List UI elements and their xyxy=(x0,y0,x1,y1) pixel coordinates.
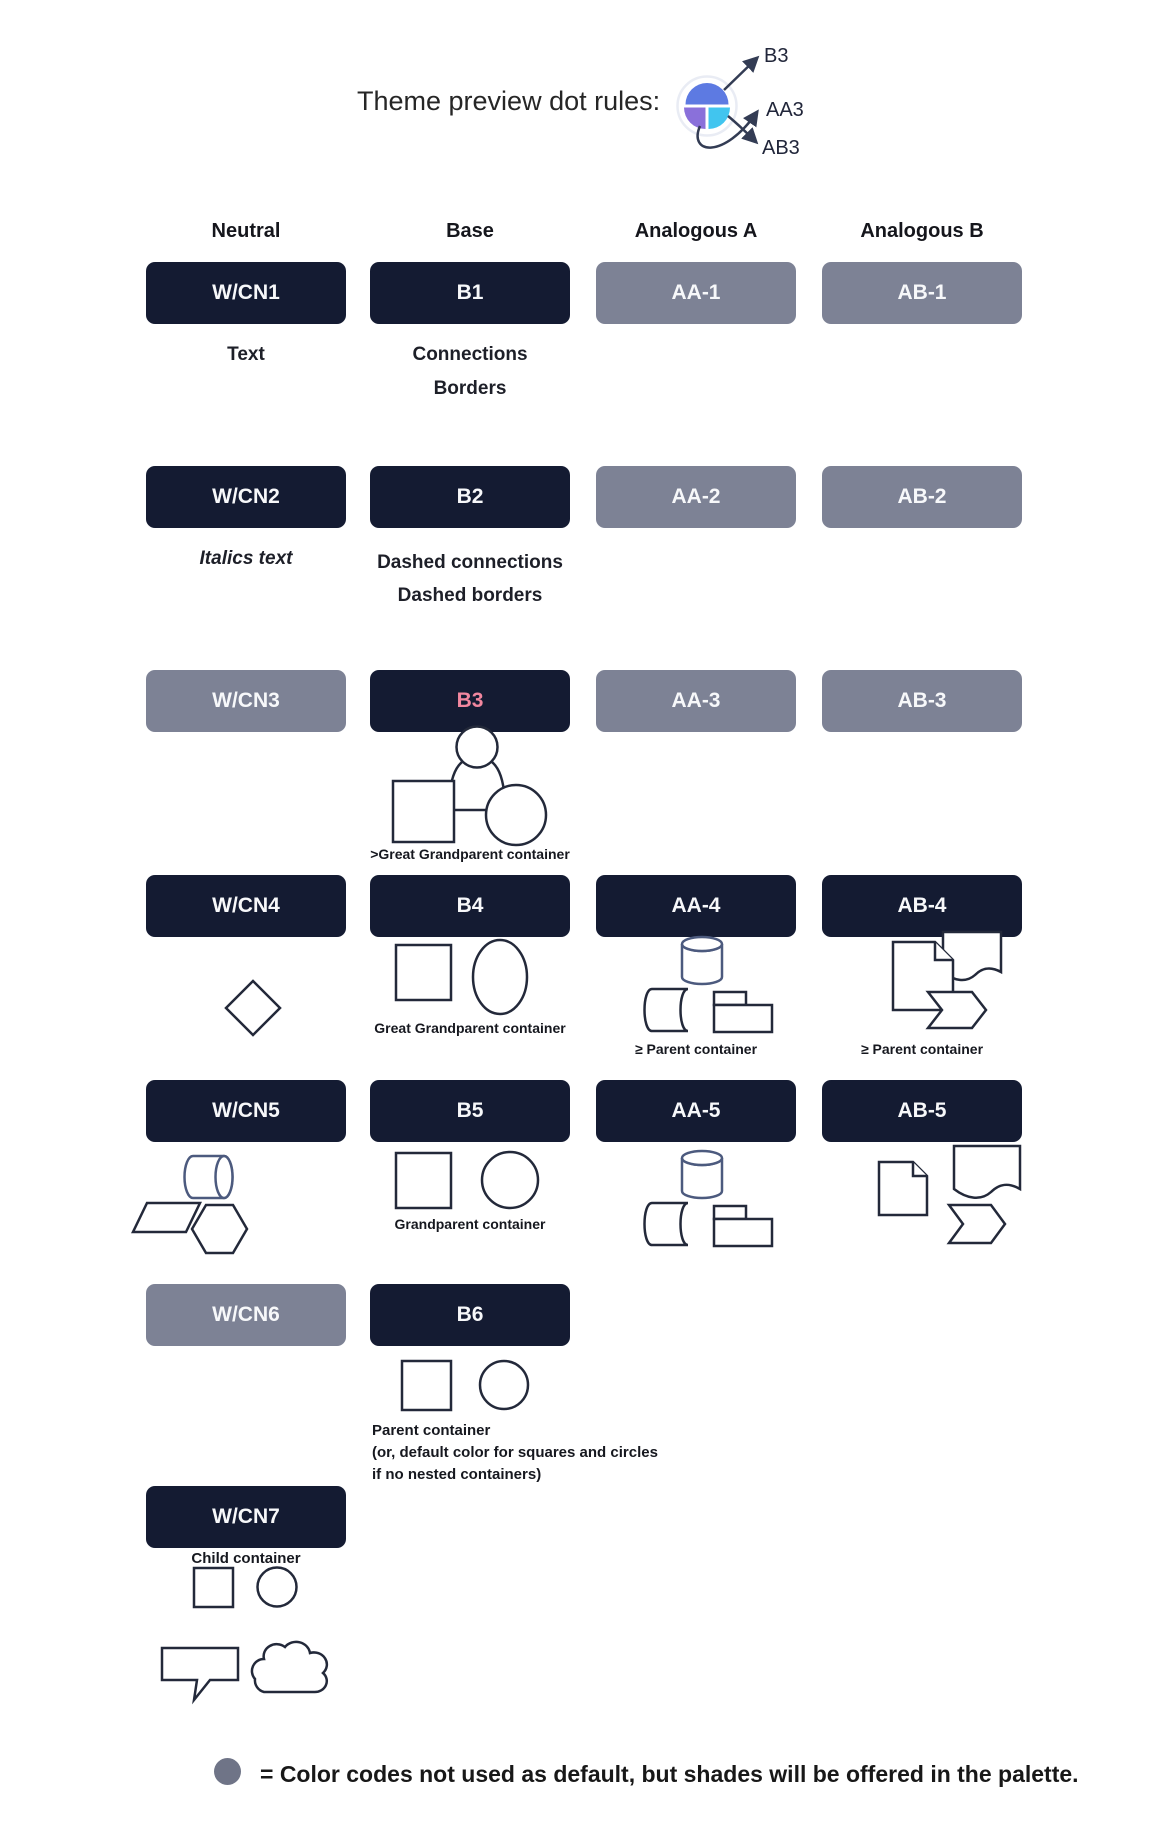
folder-tab-icon xyxy=(714,1206,746,1219)
swatch-wcn2: W/CN2 xyxy=(146,466,346,528)
circle-icon xyxy=(258,1568,297,1607)
person-head-icon xyxy=(457,727,498,768)
swatch-aa2: AA-2 xyxy=(596,466,796,528)
ellipse-icon xyxy=(473,940,527,1014)
diamond-icon xyxy=(226,981,280,1035)
cylinder-top-icon xyxy=(682,937,722,951)
caption-aa4-shapes: ≥ Parent container xyxy=(634,1041,758,1057)
hexagon-icon xyxy=(192,1205,247,1253)
wcn5-shape-group xyxy=(120,1148,350,1258)
swatch-wcn1: W/CN1 xyxy=(146,262,346,324)
horizontal-cylinder-cap-icon xyxy=(216,1156,233,1198)
folder-tab-icon xyxy=(714,992,746,1005)
square-icon xyxy=(396,1153,451,1208)
theme-preview-dot-diagram xyxy=(640,24,850,174)
dot-label-aa3: AA3 xyxy=(766,99,804,121)
swatch-wcn5: W/CN5 xyxy=(146,1080,346,1142)
swatch-b3: B3 xyxy=(370,670,570,732)
folder-icon xyxy=(714,1005,772,1032)
swatch-ab1: AB-1 xyxy=(822,262,1022,324)
square-icon xyxy=(402,1361,451,1410)
swatch-b2: B2 xyxy=(370,466,570,528)
caption-dashed-borders: Dashed borders xyxy=(397,585,543,606)
swatch-wcn3: W/CN3 xyxy=(146,670,346,732)
b4-shape-group xyxy=(370,938,570,1018)
parallelogram-icon xyxy=(133,1203,200,1232)
wcn4-shape-group xyxy=(146,978,346,1038)
caption-b4-shapes: Great Grandparent container xyxy=(374,1020,566,1036)
square-icon xyxy=(393,781,454,842)
swatch-ab2: AB-2 xyxy=(822,466,1022,528)
aa4-shape-group xyxy=(596,932,796,1037)
swatch-aa5: AA-5 xyxy=(596,1080,796,1142)
swatch-b5: B5 xyxy=(370,1080,570,1142)
swatch-ab5: AB-5 xyxy=(822,1080,1022,1142)
document-fold-icon xyxy=(913,1162,927,1176)
swatch-b6: B6 xyxy=(370,1284,570,1346)
folder-icon xyxy=(714,1219,772,1246)
wavy-document-icon xyxy=(954,1146,1020,1198)
circle-icon xyxy=(480,1361,528,1409)
swatch-b1: B1 xyxy=(370,262,570,324)
caption-b3-shapes: >Great Grandparent container xyxy=(370,846,570,862)
circle-icon xyxy=(482,1152,538,1208)
chevron-icon xyxy=(949,1205,1005,1243)
caption-b5-shapes: Grandparent container xyxy=(394,1216,546,1232)
header-base: Base xyxy=(446,220,494,242)
caption-b6-line1: Parent container xyxy=(372,1422,491,1439)
b5-shape-group xyxy=(370,1148,570,1213)
aa5-shape-group xyxy=(596,1146,796,1251)
arrow-to-b3 xyxy=(724,58,757,90)
b3-shape-group xyxy=(370,718,570,850)
swatch-ab4: AB-4 xyxy=(822,875,1022,937)
dot-label-ab3: AB3 xyxy=(762,137,800,159)
square-icon xyxy=(396,945,451,1000)
stored-data-icon xyxy=(645,1203,689,1245)
legend-text: = Color codes not used as default, but shades will be offered in the palette. xyxy=(260,1761,1079,1787)
swatch-ab3: AB-3 xyxy=(822,670,1022,732)
caption-ab4-shapes: ≥ Parent container xyxy=(860,1041,984,1057)
caption-borders: Borders xyxy=(433,378,507,399)
header-neutral: Neutral xyxy=(211,220,281,242)
caption-connections: Connections xyxy=(412,344,528,365)
cylinder-top-icon xyxy=(682,1151,722,1165)
stored-data-icon xyxy=(645,989,689,1031)
swatch-wcn7: W/CN7 xyxy=(146,1486,346,1548)
speech-bubble-icon xyxy=(162,1648,238,1700)
dot-label-b3: B3 xyxy=(764,45,789,67)
swatch-aa1: AA-1 xyxy=(596,262,796,324)
caption-b6-note: (or, default color for squares and circles if no nested containers) xyxy=(372,1444,658,1483)
legend-dot xyxy=(214,1758,241,1785)
caption-italics-text: Italics text xyxy=(199,548,293,569)
swatch-wcn6: W/CN6 xyxy=(146,1284,346,1346)
ab4-shape-group xyxy=(822,928,1022,1043)
page-title: Theme preview dot rules: xyxy=(357,86,661,116)
ab5-shape-group xyxy=(822,1143,1022,1258)
caption-wcn7-shapes: Child container xyxy=(191,1550,301,1567)
header-analogous-b: Analogous B xyxy=(860,220,984,242)
cloud-icon xyxy=(252,1642,327,1692)
swatch-wcn4: W/CN4 xyxy=(146,875,346,937)
header-analogous-a: Analogous A xyxy=(634,220,758,242)
circle-icon xyxy=(486,785,546,845)
caption-text: Text xyxy=(227,344,265,365)
wcn7-extra-shape-group xyxy=(146,1638,356,1710)
swatch-aa3: AA-3 xyxy=(596,670,796,732)
swatch-b4: B4 xyxy=(370,875,570,937)
b6-shape-group xyxy=(370,1356,570,1414)
wcn7-shape-group xyxy=(146,1564,346,1612)
caption-dashed-connections: Dashed connections xyxy=(377,552,563,573)
swatch-aa4: AA-4 xyxy=(596,875,796,937)
square-icon xyxy=(194,1568,233,1607)
